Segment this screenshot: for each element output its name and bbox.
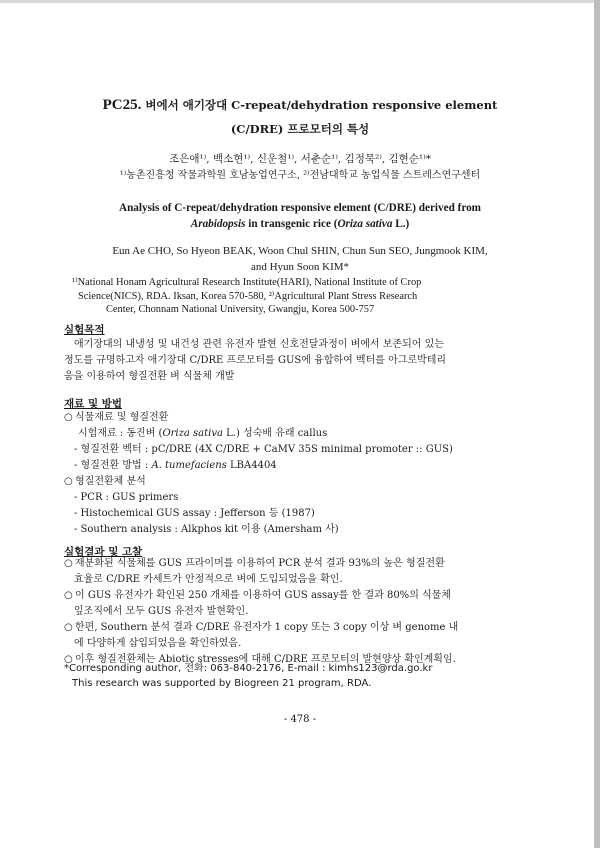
- section-heading-methods: 재료 및 방법: [64, 398, 123, 410]
- methods-item2: 형질전환체 분석: [75, 476, 146, 487]
- purpose-line2: 정도를 규명하고자 애기장대 C/DRE 프로모터를 GUS에 융합하여 벡터를 아그로박테리: [64, 355, 447, 366]
- title-en-line2: [0, 216, 600, 232]
- affiliation-en-line2: Science(NICS), RDA. Iksan, Korea 570-580, ²⁾Agricultural Plant Stress Research: [78, 290, 418, 302]
- affiliations-en: [0, 276, 600, 317]
- affiliations-kr: ¹⁾농촌진흥청 작물과학원 호남농업연구소, ²⁾전남대학교 농업식물 스트레스연구센터: [119, 170, 481, 181]
- results-p2-line2: 잎조직에서 모두 GUS 유전자 발현확인.: [74, 606, 249, 617]
- results-p2-line1: 이 GUS 유전자가 확인된 250 개체를 이용하여 GUS assay를 한 결과 80%의 식물체: [75, 590, 452, 601]
- purpose-line1: 애기장대의 내냉성 및 내건성 관련 유전자 발현 신호전달과정이 벼에서 보존되어 있는: [74, 339, 444, 350]
- bullet-circle: ○: [64, 590, 73, 601]
- bullet-circle: ○: [64, 558, 73, 569]
- bullet-circle: ○: [64, 622, 73, 633]
- page-top-edge: [0, 0, 600, 3]
- bullet-circle: ○: [64, 412, 73, 423]
- title-en-species: Oriza sativa: [337, 218, 393, 230]
- affiliation-en-line3: Center, Chonnam National University, Gwangju, Korea 500-757: [106, 304, 375, 315]
- purpose-body: [64, 337, 542, 385]
- purpose-line3: 움을 이용하여 형질전환 벼 식물체 개발: [64, 371, 235, 382]
- bullet-circle: ○: [64, 476, 73, 487]
- results-body: [64, 556, 542, 668]
- title-en-line1: Analysis of C-repeat/dehydration responsive element (C/DRE) derived from: [118, 202, 481, 214]
- methods-item1-vector: - 형질전환 벡터 : pC/DRE (4X C/DRE + CaMV 35S minimal promoter :: GUS): [74, 444, 453, 455]
- results-p3-line2: 에 다양하게 삽입되었음을 확인하였음.: [74, 638, 242, 649]
- authors-en-line1: Eun Ae CHO, So Hyeon BEAK, Woon Chul SHIN, Chun Sun SEO, Jungmook KIM,: [112, 245, 488, 257]
- abstract-code: PC25.: [102, 97, 142, 113]
- footnote: [64, 661, 432, 691]
- results-p4-line1: 이후 형질전환체는 Abiotic stresses에 대해 C/DRE 프로모터의 발현양상 확인계획임.: [75, 654, 456, 665]
- authors-kr: 조은애¹⁾, 백소현¹⁾, 신운철¹⁾, 서춘순¹⁾, 김정묵²⁾, 김현순¹⁾*: [169, 153, 431, 165]
- methods-item1: 식물재료 및 형질전환: [75, 412, 169, 423]
- methods-item2-southern: - Southern analysis : Alkphos kit 이용 (Amersham 사): [74, 524, 339, 535]
- title-kr-line2: (C/DRE) 프로모터의 특성: [230, 122, 370, 136]
- methods-item1-method: - 형질전환 방법 : A. tumefaciens LBA4404: [74, 460, 277, 471]
- affiliation-en-line1: ¹⁾National Honam Agricultural Research Institute(HARI), National Institute of Crop: [72, 277, 422, 288]
- methods-item2-gus: - Histochemical GUS assay : Jefferson 등 (1987): [74, 508, 315, 519]
- results-p1-line1: 재분화된 식물체를 GUS 프라이머를 이용하여 PCR 분석 결과 93%의 높은 형질전환: [75, 558, 445, 569]
- title-en-mid: in transgenic rice (: [245, 218, 338, 230]
- title-kr-line1: [0, 97, 600, 114]
- page-number: - 478 -: [283, 714, 317, 725]
- footnote-funding: This research was supported by Biogreen 21 program, RDA.: [72, 678, 372, 689]
- methods-body: [64, 410, 542, 538]
- title-en-end: L.): [392, 218, 410, 230]
- authors-en-line2: and Hyun Soon KIM*: [250, 261, 350, 273]
- footnote-corresponding: *Corresponding author, 전화: 063-840-2176, E-mail : kimhs123@rda.go.kr: [64, 663, 433, 674]
- section-heading-purpose: 실험목적: [64, 324, 105, 336]
- results-p3-line1: 한편, Southern 분석 결과 C/DRE 유전자가 1 copy 또는 3 copy 이상 벼 genome 내: [75, 622, 459, 633]
- methods-item1-material: 시험재료 : 동진벼 (Oriza sativa L.) 성숙배 유래 callus: [78, 428, 328, 439]
- agrobacterium-name: A. tumefaciens: [151, 460, 227, 471]
- bullet-circle: ○: [64, 654, 73, 665]
- species-name: Oriza sativa: [162, 428, 223, 439]
- title-kr-text1: 벼에서 애기장대 C-repeat/dehydration responsive element: [145, 98, 498, 112]
- methods-item2-pcr: - PCR : GUS primers: [74, 492, 179, 503]
- results-p1-line2: 효율로 C/DRE 카세트가 안정적으로 벼에 도입되었음을 확인.: [74, 574, 343, 585]
- title-en-genus: Arabidopsis: [190, 218, 246, 230]
- section-heading-results: 실험결과 및 고찰: [64, 546, 143, 558]
